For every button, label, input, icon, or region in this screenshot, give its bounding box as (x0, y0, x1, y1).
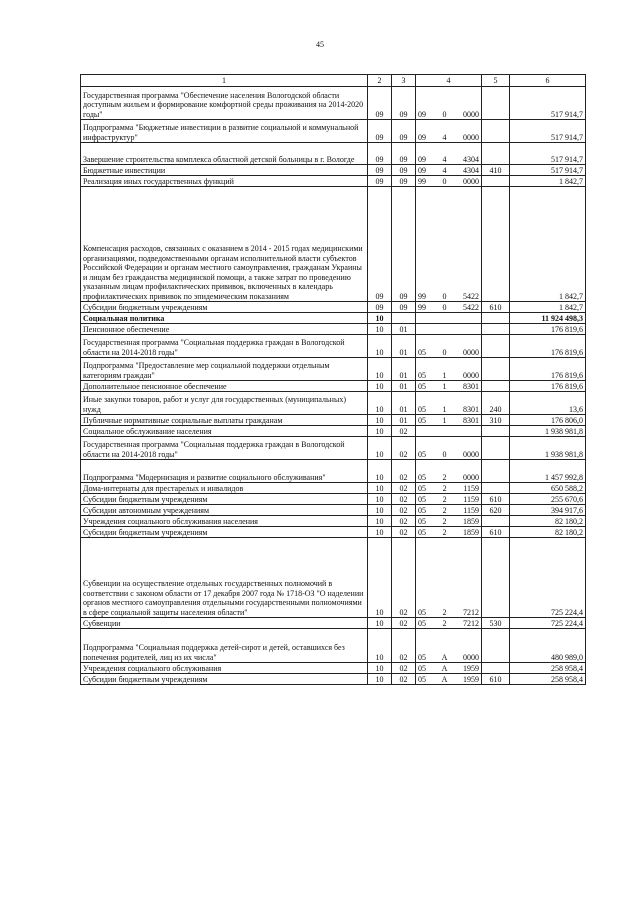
row-expense-type (482, 663, 510, 674)
row-subsection: 09 (392, 165, 416, 176)
row-section: 10 (368, 358, 392, 381)
row-name: Учреждения социального обслуживания населения (81, 516, 368, 527)
article-part: 7212 (463, 607, 479, 617)
article-part: 1959 (463, 674, 479, 684)
row-section: 10 (368, 663, 392, 674)
row-amount: 176 819,6 (510, 335, 586, 358)
article-part: 05 (418, 505, 426, 515)
row-target-article (416, 516, 482, 527)
article-part: 0000 (463, 449, 479, 459)
row-amount: 1 842,7 (510, 302, 586, 313)
table-row (81, 426, 586, 437)
row-name: Субсидии автономным учреждениям (81, 505, 368, 516)
row-name: Подпрограмма "Бюджетные инвестиции в развитие социальной и коммунальной инфраструктур" (81, 120, 368, 143)
article-part: 8301 (463, 404, 479, 414)
table-row (81, 335, 586, 358)
row-name: Субсидии бюджетным учреждениям (81, 302, 368, 313)
article-part: 0 (442, 347, 447, 357)
article-part: 4 (442, 165, 447, 175)
row-target-article (416, 618, 482, 629)
row-section: 10 (368, 313, 392, 324)
article-part: 1159 (463, 505, 479, 515)
header-row (81, 75, 586, 87)
table-row (81, 187, 586, 302)
row-subsection: 02 (392, 516, 416, 527)
article-part: 5422 (463, 291, 479, 301)
row-name: Пенсионное обеспечение (81, 324, 368, 335)
row-subsection: 02 (392, 483, 416, 494)
article-part: 0 (442, 302, 447, 312)
table-row (81, 483, 586, 494)
row-section: 10 (368, 538, 392, 618)
row-amount: 1 938 981,8 (510, 426, 586, 437)
row-section: 10 (368, 460, 392, 483)
row-expense-type: 610 (482, 674, 510, 685)
table-row (81, 527, 586, 538)
row-target-article (416, 505, 482, 516)
row-target-article (416, 381, 482, 392)
row-section: 10 (368, 415, 392, 426)
table-row (81, 629, 586, 663)
table-row (81, 415, 586, 426)
article-part: 05 (418, 381, 426, 391)
row-amount: 176 819,6 (510, 358, 586, 381)
row-subsection: 02 (392, 505, 416, 516)
page-number: 45 (316, 40, 324, 49)
row-section: 09 (368, 120, 392, 143)
row-section: 09 (368, 143, 392, 165)
row-target-article (416, 629, 482, 663)
row-name: Иные закупки товаров, работ и услуг для государственных (муниципальных) нужд (81, 392, 368, 415)
row-name: Субсидии бюджетным учреждениям (81, 527, 368, 538)
header-cell: 2 (368, 75, 392, 87)
row-expense-type: 620 (482, 505, 510, 516)
row-amount: 82 180,2 (510, 527, 586, 538)
row-amount: 176 819,6 (510, 324, 586, 335)
row-amount: 82 180,2 (510, 516, 586, 527)
article-part: 05 (418, 472, 426, 482)
row-amount: 480 989,0 (510, 629, 586, 663)
row-subsection: 02 (392, 527, 416, 538)
row-target-article (416, 143, 482, 165)
row-subsection: 02 (392, 663, 416, 674)
article-part: 0000 (463, 370, 479, 380)
row-expense-type (482, 538, 510, 618)
article-part: 99 (418, 291, 426, 301)
article-part: 05 (418, 607, 426, 617)
row-expense-type (482, 358, 510, 381)
row-section: 10 (368, 437, 392, 460)
row-target-article (416, 187, 482, 302)
article-part: А (441, 652, 448, 662)
row-target-article (416, 527, 482, 538)
row-expense-type (482, 460, 510, 483)
article-part: 4 (442, 154, 447, 164)
row-subsection: 02 (392, 460, 416, 483)
article-part: 4304 (463, 165, 479, 175)
table-row (81, 143, 586, 165)
row-name: Субсидии бюджетным учреждениям (81, 674, 368, 685)
row-target-article (416, 324, 482, 335)
article-part: 05 (418, 494, 426, 504)
row-section: 10 (368, 674, 392, 685)
row-name: Субсидии бюджетным учреждениям (81, 494, 368, 505)
row-subsection: 02 (392, 437, 416, 460)
row-name: Дома-интернаты для престарелых и инвалидов (81, 483, 368, 494)
row-subsection: 02 (392, 629, 416, 663)
row-amount: 517 914,7 (510, 143, 586, 165)
row-name: Учреждения социального обслуживания (81, 663, 368, 674)
row-subsection: 01 (392, 358, 416, 381)
article-part: 1959 (463, 663, 479, 673)
table-row (81, 165, 586, 176)
row-target-article (416, 176, 482, 187)
article-part: 1 (442, 370, 447, 380)
article-part: 4 (442, 132, 447, 142)
row-amount: 1 457 992,8 (510, 460, 586, 483)
article-part: 05 (418, 370, 426, 380)
row-target-article (416, 415, 482, 426)
row-subsection: 09 (392, 143, 416, 165)
row-section: 10 (368, 516, 392, 527)
row-expense-type: 310 (482, 415, 510, 426)
row-target-article (416, 426, 482, 437)
table-row (81, 358, 586, 381)
row-subsection: 02 (392, 618, 416, 629)
row-expense-type (482, 426, 510, 437)
row-expense-type (482, 324, 510, 335)
article-part: 1159 (463, 483, 479, 493)
row-name: Субвенции (81, 618, 368, 629)
row-amount: 517 914,7 (510, 87, 586, 120)
table-row (81, 538, 586, 618)
article-part: 09 (418, 154, 426, 164)
row-amount: 255 670,6 (510, 494, 586, 505)
row-section: 10 (368, 505, 392, 516)
row-amount: 1 842,7 (510, 187, 586, 302)
article-part: 99 (418, 176, 426, 186)
budget-table (80, 74, 586, 685)
row-amount: 13,6 (510, 392, 586, 415)
table-row (81, 313, 586, 324)
table-row (81, 505, 586, 516)
article-part: 05 (418, 404, 426, 414)
row-target-article (416, 165, 482, 176)
row-name: Реализация иных государственных функций (81, 176, 368, 187)
row-name: Компенсация расходов, связанных с оказанием в 2014 - 2015 годах медицинскими организациями, подведомственными органам исполнительной власти субъектов Российской Федерации и органам местного самоуправления, гражданам Украины и лицам без гражданства медицинской помощи, а также затрат по проведению указанным лицам профилактических прививок, включенных в календарь профилактических прививок по эпидемическим показаниям (81, 187, 368, 302)
table-row (81, 324, 586, 335)
row-expense-type (482, 143, 510, 165)
article-part: 2 (442, 607, 447, 617)
row-expense-type: 610 (482, 527, 510, 538)
row-section: 10 (368, 483, 392, 494)
row-expense-type (482, 120, 510, 143)
row-amount: 176 806,0 (510, 415, 586, 426)
article-part: 05 (418, 415, 426, 425)
row-expense-type (482, 335, 510, 358)
article-part: 05 (418, 347, 426, 357)
row-name: Дополнительное пенсионное обеспечение (81, 381, 368, 392)
row-subsection: 02 (392, 494, 416, 505)
row-subsection: 09 (392, 120, 416, 143)
row-name: Субвенции на осуществление отдельных государственных полномочий в соответствии с законом области от 17 декабря 2007 года № 1718-ОЗ "О наделении органов местного самоуправления отдельными государственными полномочиями в сфере социальной защиты населения области" (81, 538, 368, 618)
row-expense-type: 240 (482, 392, 510, 415)
article-part: 09 (418, 109, 426, 119)
row-expense-type (482, 313, 510, 324)
article-part: А (441, 674, 448, 684)
row-name: Публичные нормативные социальные выплаты гражданам (81, 415, 368, 426)
table-row (81, 302, 586, 313)
row-subsection: 09 (392, 187, 416, 302)
row-name: Социальная политика (81, 313, 368, 324)
article-part: 2 (442, 483, 447, 493)
article-part: 2 (442, 505, 447, 515)
article-part: 4304 (463, 154, 479, 164)
row-target-article (416, 538, 482, 618)
header-cell: 3 (392, 75, 416, 87)
article-part: 09 (418, 165, 426, 175)
row-amount: 258 958,4 (510, 674, 586, 685)
table-row (81, 674, 586, 685)
row-name: Социальное обслуживание населения (81, 426, 368, 437)
row-amount: 394 917,6 (510, 505, 586, 516)
row-amount: 176 819,6 (510, 381, 586, 392)
row-subsection: 09 (392, 176, 416, 187)
row-subsection: 09 (392, 87, 416, 120)
row-expense-type: 610 (482, 302, 510, 313)
row-amount: 11 924 498,3 (510, 313, 586, 324)
article-part: 1859 (463, 527, 479, 537)
article-part: 05 (418, 527, 426, 537)
row-amount: 258 958,4 (510, 663, 586, 674)
article-part: 05 (418, 652, 426, 662)
row-amount: 725 224,4 (510, 618, 586, 629)
row-section: 10 (368, 618, 392, 629)
article-part: 2 (442, 516, 447, 526)
row-target-article (416, 437, 482, 460)
article-part: 05 (418, 449, 426, 459)
table-row (81, 176, 586, 187)
row-name: Государственная программа "Социальная поддержка граждан в Вологодской области на 2014-2018 годы" (81, 335, 368, 358)
row-target-article (416, 663, 482, 674)
table-row (81, 663, 586, 674)
row-subsection: 01 (392, 415, 416, 426)
row-section: 10 (368, 392, 392, 415)
article-part: 0 (442, 291, 447, 301)
table-row (81, 516, 586, 527)
row-section: 10 (368, 426, 392, 437)
article-part: 5422 (463, 302, 479, 312)
article-part: 2 (442, 527, 447, 537)
row-subsection (392, 313, 416, 324)
row-subsection: 01 (392, 324, 416, 335)
article-part: 0000 (463, 472, 479, 482)
row-amount: 1 938 981,8 (510, 437, 586, 460)
row-section: 10 (368, 527, 392, 538)
row-name: Завершение строительства комплекса областной детской больницы в г. Вологде (81, 143, 368, 165)
article-part: 09 (418, 132, 426, 142)
table-row (81, 460, 586, 483)
row-expense-type (482, 176, 510, 187)
header-cell: 6 (510, 75, 586, 87)
header-cell: 1 (81, 75, 368, 87)
row-expense-type (482, 483, 510, 494)
article-part: 05 (418, 618, 426, 628)
article-part: 8301 (463, 415, 479, 425)
article-part: 0 (442, 109, 447, 119)
article-part: А (441, 663, 448, 673)
row-target-article (416, 313, 482, 324)
article-part: 0000 (463, 176, 479, 186)
row-subsection: 09 (392, 302, 416, 313)
row-subsection: 01 (392, 381, 416, 392)
table-row (81, 618, 586, 629)
article-part: 1859 (463, 516, 479, 526)
row-section: 10 (368, 381, 392, 392)
row-expense-type (482, 437, 510, 460)
row-target-article (416, 674, 482, 685)
article-part: 1159 (463, 494, 479, 504)
table-row (81, 120, 586, 143)
row-expense-type (482, 187, 510, 302)
row-expense-type: 610 (482, 494, 510, 505)
article-part: 2 (442, 472, 447, 482)
row-target-article (416, 335, 482, 358)
row-expense-type (482, 629, 510, 663)
row-expense-type (482, 381, 510, 392)
article-part: 05 (418, 483, 426, 493)
article-part: 05 (418, 516, 426, 526)
article-part: 1 (442, 404, 447, 414)
article-part: 0000 (463, 347, 479, 357)
row-amount: 517 914,7 (510, 165, 586, 176)
row-amount: 725 224,4 (510, 538, 586, 618)
row-name: Подпрограмма "Социальная поддержка детей-сирот и детей, оставшихся без попечения родителей, лиц из их числа" (81, 629, 368, 663)
table-row (81, 494, 586, 505)
row-section: 09 (368, 165, 392, 176)
row-target-article (416, 392, 482, 415)
article-part: 0 (442, 176, 447, 186)
row-expense-type: 410 (482, 165, 510, 176)
article-part: 05 (418, 674, 426, 684)
table-row (81, 87, 586, 120)
row-section: 09 (368, 176, 392, 187)
row-target-article (416, 483, 482, 494)
row-section: 10 (368, 335, 392, 358)
row-section: 10 (368, 494, 392, 505)
row-target-article (416, 120, 482, 143)
row-subsection: 02 (392, 426, 416, 437)
row-expense-type (482, 87, 510, 120)
header-cell: 5 (482, 75, 510, 87)
row-name: Подпрограмма "Модернизация и развитие социального обслуживания" (81, 460, 368, 483)
article-part: 2 (442, 494, 447, 504)
article-part: 99 (418, 302, 426, 312)
row-target-article (416, 460, 482, 483)
row-target-article (416, 358, 482, 381)
article-part: 1 (442, 415, 447, 425)
article-part: 05 (418, 663, 426, 673)
row-section: 09 (368, 187, 392, 302)
table-row (81, 392, 586, 415)
row-subsection: 02 (392, 674, 416, 685)
article-part: 2 (442, 618, 447, 628)
row-section: 09 (368, 87, 392, 120)
header-cell: 4 (416, 75, 482, 87)
row-target-article (416, 87, 482, 120)
row-name: Подпрограмма "Предоставление мер социальной поддержки отдельным категориям граждан" (81, 358, 368, 381)
row-section: 09 (368, 302, 392, 313)
row-name: Бюджетные инвестиции (81, 165, 368, 176)
article-part: 0000 (463, 652, 479, 662)
row-amount: 517 914,7 (510, 120, 586, 143)
row-amount: 650 588,2 (510, 483, 586, 494)
article-part: 0000 (463, 109, 479, 119)
row-name: Государственная программа "Социальная поддержка граждан в Вологодской области на 2014-2018 годы" (81, 437, 368, 460)
row-name: Государственная программа "Обеспечение населения Вологодской области доступным жильем и формирование комфортной среды проживания на 2014-2020 годы" (81, 87, 368, 120)
row-expense-type: 530 (482, 618, 510, 629)
row-subsection: 02 (392, 538, 416, 618)
row-target-article (416, 302, 482, 313)
article-part: 8301 (463, 381, 479, 391)
article-part: 7212 (463, 618, 479, 628)
article-part: 0000 (463, 132, 479, 142)
article-part: 0 (442, 449, 447, 459)
article-part: 1 (442, 381, 447, 391)
row-subsection: 01 (392, 392, 416, 415)
row-amount: 1 842,7 (510, 176, 586, 187)
row-section: 10 (368, 629, 392, 663)
row-section: 10 (368, 324, 392, 335)
table-row (81, 437, 586, 460)
row-subsection: 01 (392, 335, 416, 358)
row-target-article (416, 494, 482, 505)
table-row (81, 381, 586, 392)
row-expense-type (482, 516, 510, 527)
